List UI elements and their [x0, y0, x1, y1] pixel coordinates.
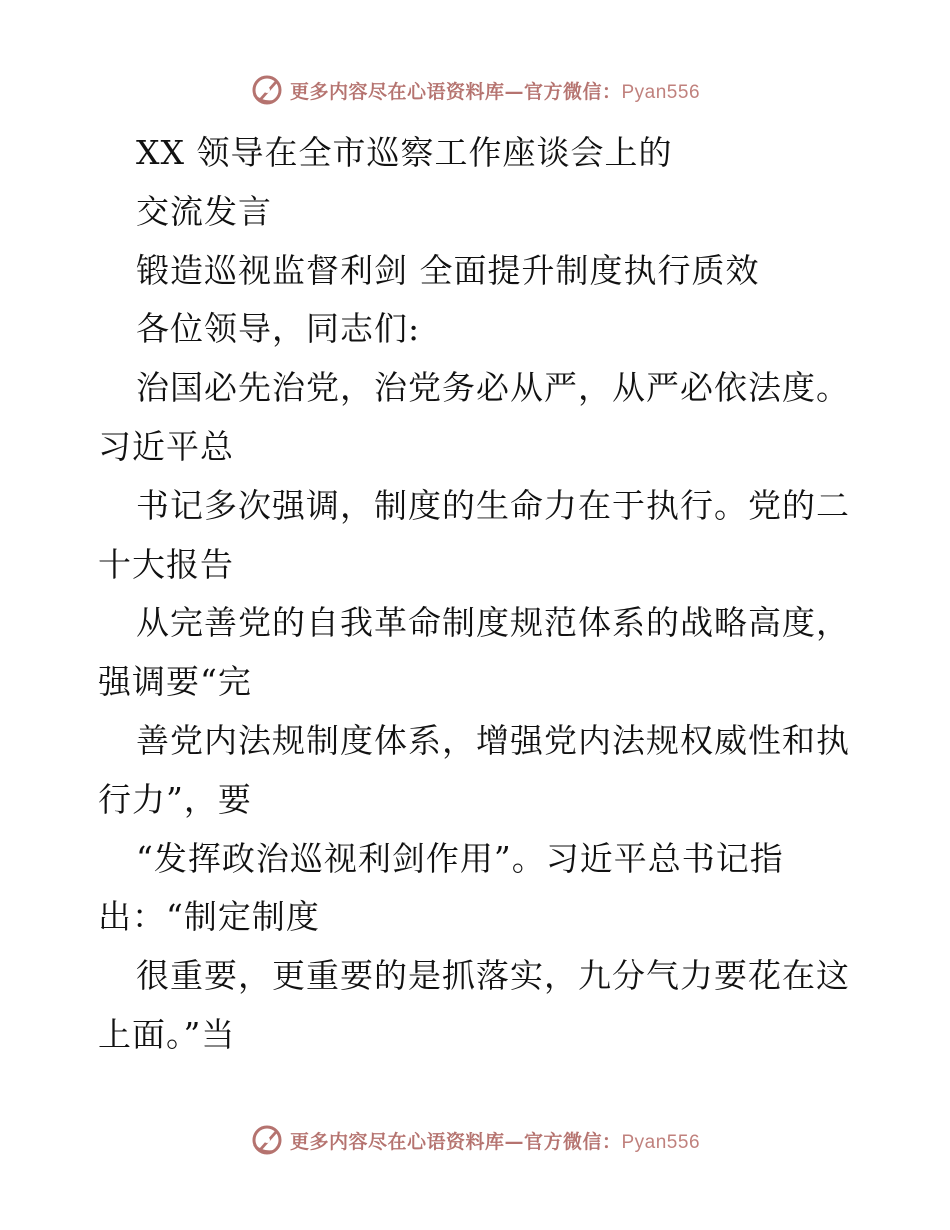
watermark-handle: Pyan556: [621, 1131, 701, 1153]
watermark-handle: Pyan556: [621, 81, 701, 103]
text-line: 锻造巡视监督利剑 全面提升制度执行质效: [136, 250, 760, 290]
text-line: 习近平总: [98, 426, 234, 466]
watermark-text: 更多内容尽在心语资料库—官方微信：Pyan556: [289, 1130, 701, 1153]
pen-nib-logo-icon: [250, 1123, 284, 1157]
text-line: 各位领导，同志们:: [136, 309, 421, 349]
header-watermark: [0, 70, 950, 110]
text-line: 书记多次强调，制度的生命力在于执行。党的二: [136, 485, 850, 525]
text-line: “发挥政治巡视利剑作用”。习近平总书记指: [136, 838, 784, 878]
text-line: 交流发言: [136, 191, 272, 231]
text-line: 上面。”当: [98, 1014, 236, 1054]
text-line: 十大报告: [98, 544, 234, 584]
footer-watermark: [0, 1120, 950, 1160]
text-line: 强调要“完: [98, 662, 252, 702]
pen-nib-logo-icon: [250, 73, 284, 107]
watermark-text: 更多内容尽在心语资料库—官方微信：Pyan556: [289, 80, 701, 103]
text-line: 从完善党的自我革命制度规范体系的战略高度，: [136, 603, 850, 643]
text-line: 出：“制定制度: [98, 897, 320, 937]
text-line: 善党内法规制度体系，增强党内法规权威性和执: [136, 720, 850, 760]
text-line: 治国必先治党，治党务必从严，从严必依法度。: [136, 368, 850, 408]
document-body: [98, 124, 868, 1065]
text-line: XX 领导在全市巡察工作座谈会上的: [136, 133, 673, 172]
text-line: 很重要，更重要的是抓落实，九分气力要花在这: [136, 956, 850, 996]
text-line: 行力”，要: [98, 779, 252, 819]
